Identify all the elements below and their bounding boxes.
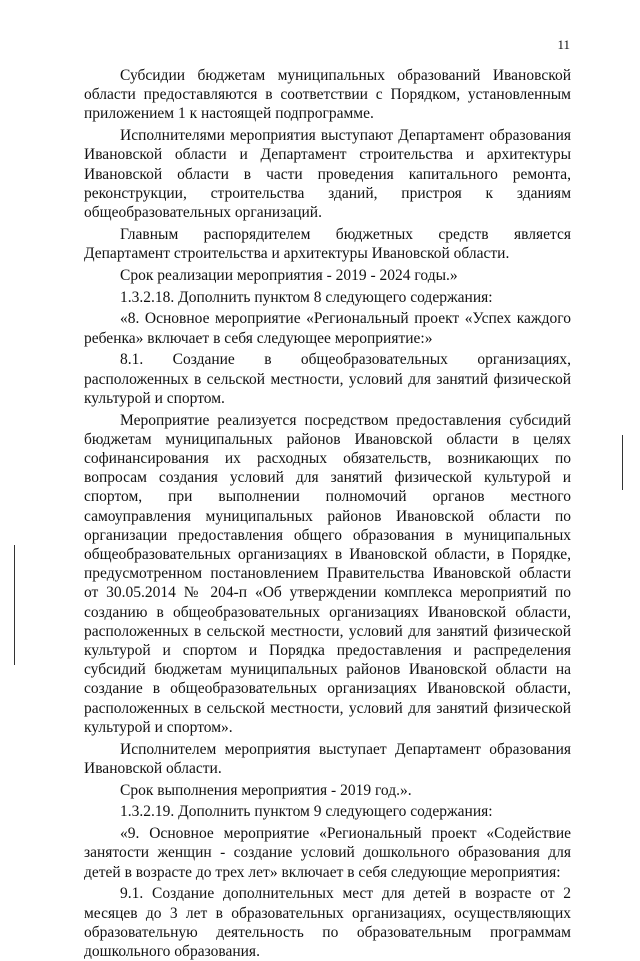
paragraph-main-manager: Главным распорядителем бюджетных средств является Департамент строительства и архитектуры Ивановской области. — [84, 225, 571, 263]
paragraph-item-9-1: 9.1. Создание дополнительных мест для детей в возрасте от 2 месяцев до 3 лет в образовательных организациях, осуществляющих образовательную деятельность по образовательным программам дошкольного образования. — [84, 885, 571, 961]
scan-edge-mark-left — [14, 545, 15, 665]
paragraph-main-event-9: «9. Основное мероприятие «Региональный проект «Содействие занятости женщин - создание условий дошкольного образования для детей в возрасте до трех лет» включает в себя следующие мероприятия: — [84, 825, 571, 881]
paragraph-executors: Исполнителями мероприятия выступают Департамент образования Ивановской области и Департамент строительства и архитектуры Ивановской области в части проведения капитального ремонта, реконструкции, строительства зданий, пристроя к зданиям общеобразовательных организаций. — [84, 127, 571, 222]
paragraph-executor: Исполнителем мероприятия выступает Департамент образования Ивановской области. — [84, 740, 571, 777]
paragraph-execution-term: Срок выполнения мероприятия - 2019 год.». — [120, 781, 412, 799]
scan-edge-mark-right — [622, 435, 623, 490]
page-number: 11 — [557, 37, 570, 52]
paragraph-main-event-8: «8. Основное мероприятие «Региональный проект «Успех каждого ребенка» включает в себя следующее мероприятие:» — [84, 310, 571, 347]
paragraph-amendment-1-3-2-19: 1.3.2.19. Дополнить пунктом 9 следующего содержания: — [120, 803, 493, 821]
paragraph-item-8-1: 8.1. Создание в общеобразовательных организациях, расположенных в сельской местности, условий для занятий физической культурой и спортом. — [84, 351, 571, 407]
paragraph-term: Срок реализации мероприятия - 2019 - 2024 годы.» — [120, 266, 458, 284]
paragraph-subsidies: Субсидии бюджетам муниципальных образований Ивановской области предоставляются в соответствии с Порядком, установленным приложением 1 к настоящей подпрограмме. — [84, 67, 571, 123]
document-body — [84, 66, 571, 961]
paragraph-amendment-1-3-2-18: 1.3.2.18. Дополнить пунктом 8 следующего содержания: — [120, 288, 493, 306]
paragraph-implementation: Мероприятие реализуется посредством предоставления субсидий бюджетам муниципальных районов Ивановской области в целях софинансирования их расходных обязательств, возникающих по вопросам создания условий для занятий физической культурой и спортом, при выполнении полномочий органов местного самоуправления муниципальных районов Ивановской области по организации предоставления общего образования в муниципальных общеобразовательных организациях в Ивановской области, в Порядке, предусмотренном постановлением Правительства Ивановской области от 30.05.2014 № 204-п «Об утверждении комплекса мероприятий по созданию в общеобразовательных организациях Ивановской области, расположенных в сельской местности, условий для занятий физической культурой и спортом и Порядка предоставления и распределения субсидий бюджетам муниципальных районов Ивановской области на создание в общеобразовательных организациях Ивановской области, расположенных в сельской местности, условий для занятий физической культурой и спортом». — [84, 411, 571, 736]
